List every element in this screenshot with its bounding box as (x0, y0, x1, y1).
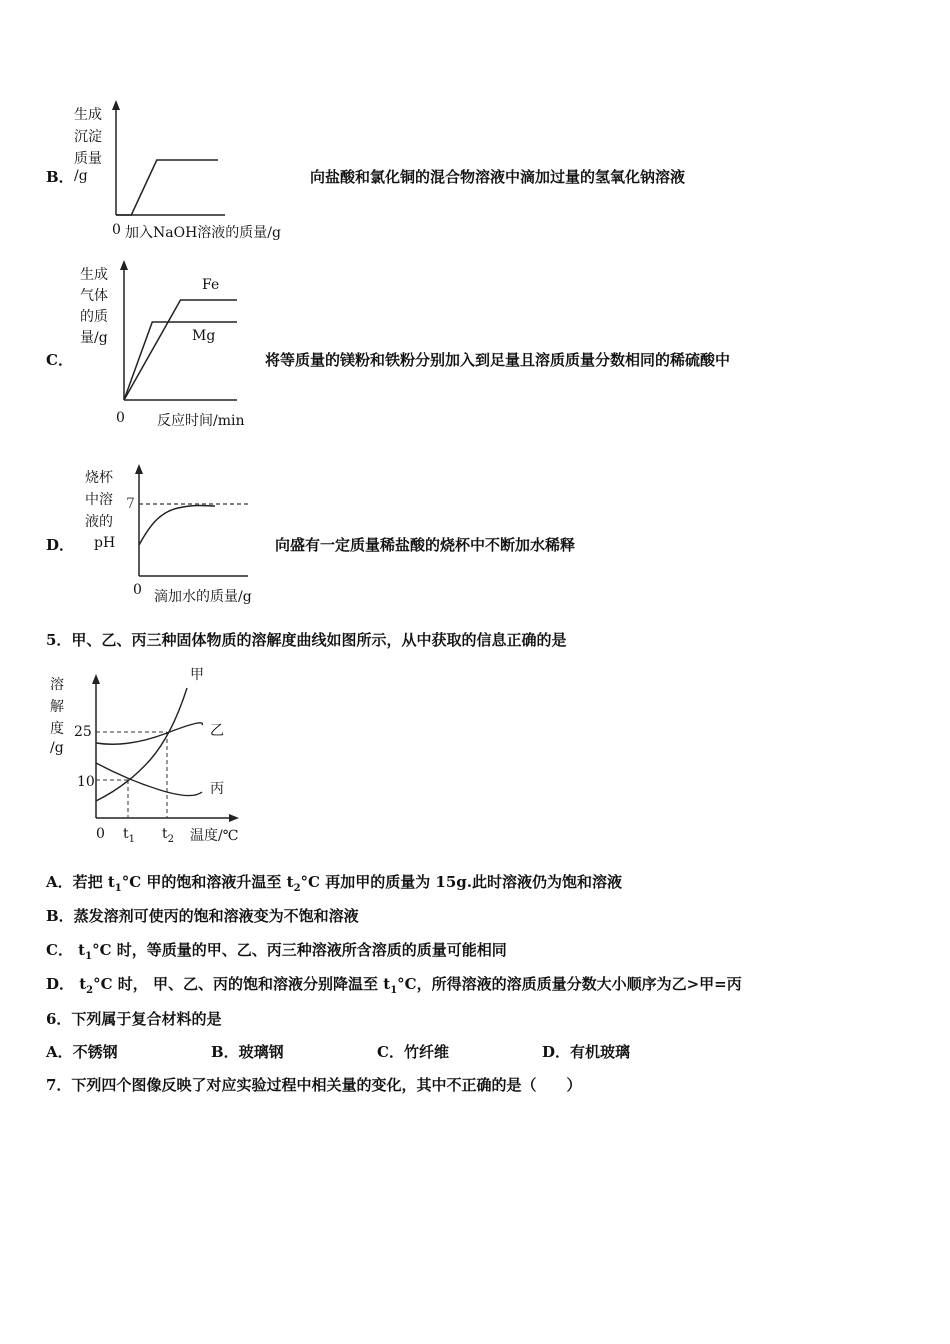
q5-option-d-post: °C，所得溶液的溶质质量分数大小顺序为乙>甲=丙 (397, 975, 742, 993)
chart-c-ylabel-2: 气体 (80, 288, 108, 304)
q5-option-a-post: °C 再加甲的质量为 15g.此时溶液仍为饱和溶液 (300, 873, 623, 891)
q5-series-label-yi: 乙 (210, 723, 224, 739)
option-d-letter: D． (46, 536, 75, 554)
option-d-description: 向盛有一定质量稀盐酸的烧杯中不断加水稀释 (275, 536, 576, 554)
q5-option-a-sub2: 2 (293, 883, 301, 894)
q5-xtick-t1: $t_1$ (123, 826, 136, 845)
option-b-letter: B． (46, 168, 74, 186)
q5-option-c-pre: C． t (46, 941, 86, 959)
q5-option-a-pre: A．若把 t (46, 873, 115, 891)
chart-c-ylabel-1: 生成 (80, 267, 108, 283)
chart-d-ylabel-2: 中溶 (85, 492, 113, 508)
chart-c-xlabel: 反应时间/min (157, 413, 245, 429)
q5-option-d-sub2: 1 (390, 985, 398, 996)
chart-d-origin: 0 (133, 582, 142, 598)
chart-c-ylabel-3: 的质 (80, 309, 108, 325)
chart-b-xlabel: 加入NaOH溶液的质量/g (125, 225, 281, 241)
chart-c-ylabel-4: 量/g (80, 330, 108, 346)
q5-ytick-25: 25 (74, 724, 92, 740)
q5-x-arrow (229, 814, 239, 822)
q5-curve-bing (96, 763, 202, 796)
q5-option-c-post: °C 时，等质量的甲、乙、丙三种溶液所含溶质的质量可能相同 (92, 941, 507, 959)
q5-y-arrow (92, 674, 100, 684)
q5-series-label-bing: 丙 (210, 781, 224, 797)
chart-b-ylabel-1: 生成 (74, 107, 102, 123)
q5-ylabel-2: 解 (50, 699, 64, 715)
q5-option-d (46, 973, 742, 996)
q5-option-d-mid: °C 时， 甲、乙、丙的饱和溶液分别降温至 t (93, 975, 391, 993)
q5-ytick-10: 10 (77, 774, 95, 790)
q5-option-a (46, 871, 622, 894)
chart-c-series-label-mg: Mg (192, 328, 216, 344)
q5-curve-yi (96, 723, 202, 744)
q6-option-b: B．玻璃钢 (211, 1043, 284, 1061)
q5-xtick-0: 0 (96, 826, 105, 842)
q5-option-a-sub1: 1 (114, 883, 122, 894)
q5-stem: 5．甲、乙、丙三种固体物质的溶解度曲线如图所示，从中获取的信息正确的是 (46, 631, 567, 649)
chart-b-ylabel-3: 质量 (74, 151, 102, 167)
q7-stem: 7．下列四个图像反映了对应实验过程中相关量的变化，其中不正确的是（ ） (46, 1076, 582, 1094)
chart-d-ylabel-1: 烧杯 (85, 470, 113, 486)
chart-d-xlabel: 滴加水的质量/g (154, 589, 252, 605)
q6-option-a: A．不锈钢 (46, 1043, 118, 1061)
option-b-description: 向盐酸和氯化铜的混合物溶液中滴加过量的氢氧化钠溶液 (310, 168, 686, 186)
q6-option-d: D．有机玻璃 (542, 1043, 631, 1061)
q5-ylabel-4: /g (50, 740, 64, 756)
chart-b-ylabel-4: /g (74, 168, 88, 184)
q5-option-c (46, 939, 507, 962)
q5-option-a-mid: °C 甲的饱和溶液升温至 t (121, 873, 294, 891)
q5-series-label-jia: 甲 (190, 667, 204, 683)
q5-ylabel-1: 溶 (50, 677, 64, 693)
chart-d-ylabel-4: pH (94, 535, 116, 551)
chart-c-series-label-fe: Fe (202, 277, 220, 293)
q5-xlabel: 温度/℃ (190, 828, 239, 844)
option-c-description: 将等质量的镁粉和铁粉分别加入到足量且溶质质量分数相同的稀硫酸中 (265, 351, 731, 369)
chart-d-ref-label: 7 (126, 496, 135, 512)
q5-option-b: B．蒸发溶剂可使丙的饱和溶液变为不饱和溶液 (46, 907, 359, 925)
q5-option-d-pre: D． t (46, 975, 87, 993)
q6-option-c: C．竹纤维 (377, 1043, 449, 1061)
chart-c-origin: 0 (116, 410, 125, 426)
q6-stem: 6．下列属于复合材料的是 (46, 1010, 222, 1028)
chart-d-ylabel-3: 液的 (85, 514, 113, 530)
q5-ylabel-3: 度 (50, 721, 64, 737)
q5-option-d-sub1: 2 (86, 985, 94, 996)
chart-b-origin: 0 (112, 222, 121, 238)
q5-xtick-t2: $t_2$ (162, 826, 175, 845)
q5-option-c-sub1: 1 (85, 951, 93, 962)
option-c-letter: C． (46, 351, 73, 369)
chart-b-ylabel-2: 沉淀 (74, 129, 102, 145)
